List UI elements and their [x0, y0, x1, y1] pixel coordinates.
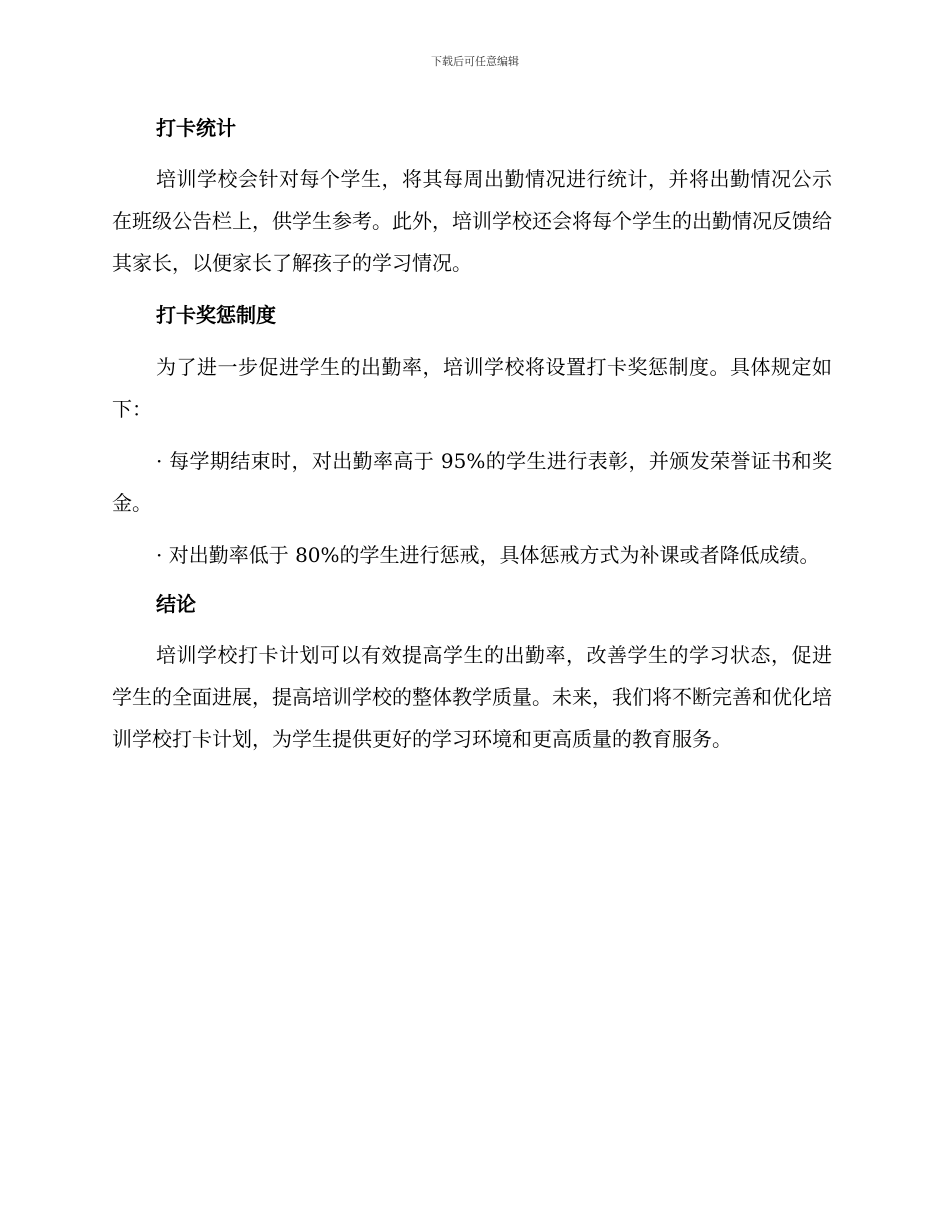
paragraph-reward-punishment: 为了进一步促进学生的出勤率，培训学校将设置打卡奖惩制度。具体规定如下：	[112, 355, 832, 421]
paragraph-conclusion: 培训学校打卡计划可以有效提高学生的出勤率，改善学生的学习状态，促进学生的全面进展，提高培训学校的整体教学质量。未来，我们将不断完善和优化培训学校打卡计划，为学生提供更好的学习环境和更高质量的教育服务。	[112, 643, 832, 751]
bullet-item-punishment: · 对出勤率低于 80%的学生进行惩戒，具体惩戒方式为补课或者降低成绩。	[156, 543, 820, 567]
section-heading-reward-punishment: 打卡奖惩制度	[156, 303, 276, 327]
section-heading-conclusion: 结论	[156, 592, 196, 616]
section-heading-attendance-stats: 打卡统计	[156, 116, 236, 140]
bullet-item-reward: · 每学期结束时，对出勤率高于 95%的学生进行表彰，并颁发荣誉证书和奖金。	[112, 449, 832, 515]
page-header: 下载后可任意编辑	[431, 55, 519, 68]
paragraph-attendance-stats: 培训学校会针对每个学生，将其每周出勤情况进行统计，并将出勤情况公示在班级公告栏上，供学生参考。此外，培训学校还会将每个学生的出勤情况反馈给其家长，以便家长了解孩子的学习情况。	[112, 167, 832, 275]
document-body	[112, 110, 832, 760]
